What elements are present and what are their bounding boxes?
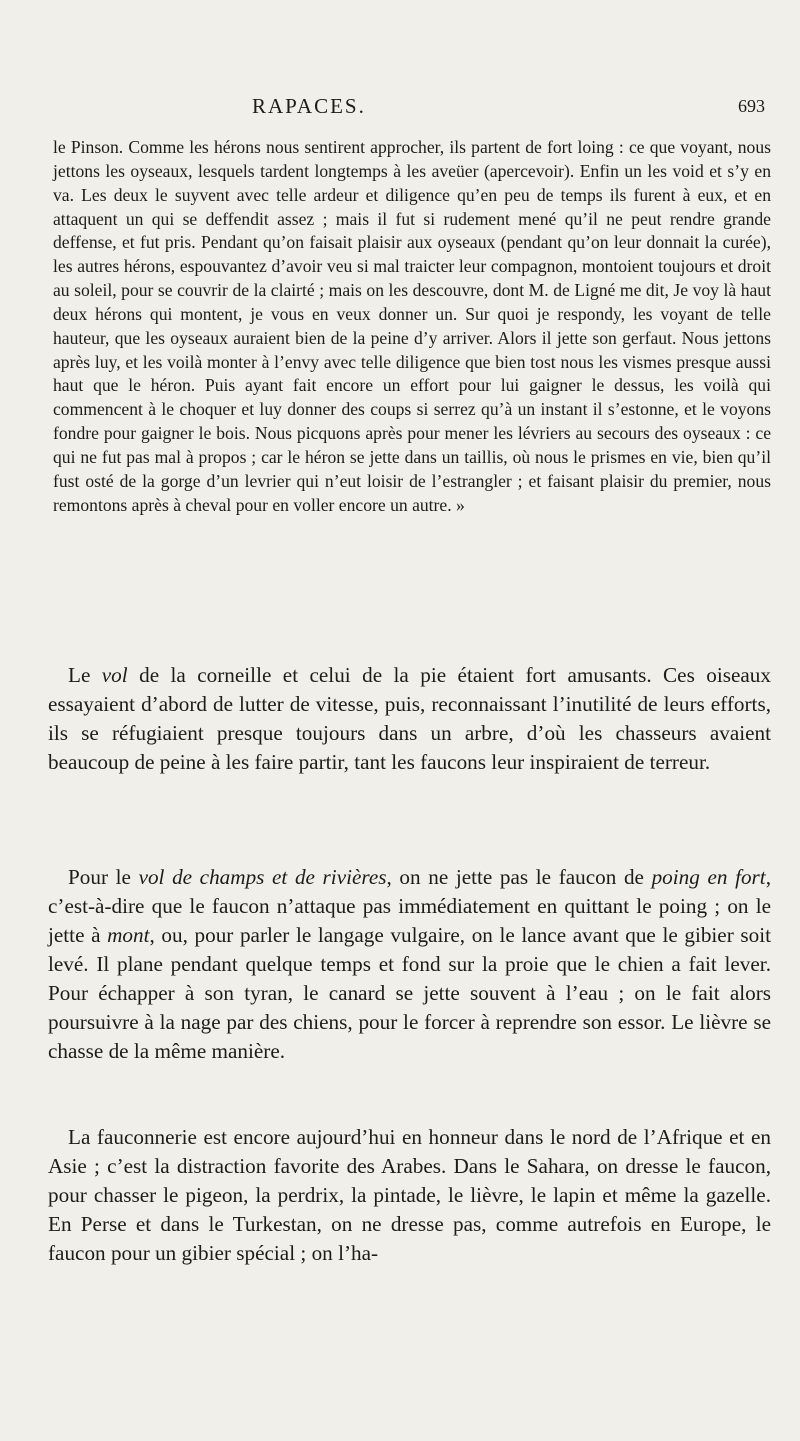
- text-run: , c’est-à-dire que le faucon n’attaque pas immédiatement en quittant le poing ; on le jette à: [48, 865, 771, 947]
- running-head: [0, 94, 800, 124]
- quoted-passage: le Pinson. Comme les hérons nous sentirent approcher, ils partent de fort loing : ce que voyant, nous jettons les oyseaux, lesquels tardent longtemps à les aveüer (apercevoir). Enfin un les void et s’y en va. Les deux le suyvent avec telle ardeur et diligence qu’en peu de temps ils furent à eux, et en attaquent un qui se deffendit assez ; mais il fut si rudement mené qu’il ne peut rendre grande deffense, et fut pris. Pendant qu’on faisait plaisir aux oyseaux (pendant qu’on leur donnait la curée), les autres hérons, espouvantez d’avoir veu si mal traicter leur compagnon, montoient toujours et droit au soleil, pour se couvrir de la clairté ; mais on les descouvre, dont M. de Ligné me dit, Je voy là haut deux hérons qui montent, je vous en veux donner un. Sur quoi je respondy, les voyant de telle hauteur, que les oyseaux auraient bien de la peine d’y arriver. Alors il jette son gerfaut. Nous jettons après luy, et les voilà monter à l’envy avec telle diligence que bien tost nous les vismes presque aussi haut que le héron. Puis ayant fait encore un effort pour lui gaigner le dessus, les voilà qui commencent à le choquer et luy donner des coups si serrez qu’à un instant il s’estonne, et le voyons fondre pour gaigner le bois. Nous picquons après pour mener les lévriers au secours des oyseaux : ce qui ne fut pas mal à propos ; car le héron se jette dans un taillis, où nous le prismes en vie, bien qu’il fust osté de la gorge d’un levrier qui n’eut loisir de l’estrangler ; et faisant plaisir du premier, nous remontons après à cheval pour en voller encore un autre. »: [53, 137, 771, 515]
- text-run: Pour le: [68, 865, 139, 889]
- paragraph-fauconnerie: La fauconnerie est encore aujourd’hui en honneur dans le nord de l’Afrique et en Asie ; c’est la distraction favorite des Arabes. Dans le Sahara, on dresse le faucon, pour chasser le pigeon, la perdrix, la pintade, le lièvre, le lapin et même la gazelle. En Perse et dans le Turkestan, on ne dresse pas, comme autrefois en Europe, le faucon pour un gibier spécial ; on l’ha-: [48, 1125, 771, 1265]
- italic-term: mont: [107, 923, 150, 947]
- text-run: de la corneille et celui de la pie étaient fort amusants. Ces oiseaux essayaient d’abord de lutter de vitesse, puis, reconnaissant l’inutilité de leurs efforts, ils se réfugiaient presque toujours dans un arbre, d’où les chasseurs avaient beaucoup de peine à les faire partir, tant les faucons leur inspiraient de terreur.: [48, 663, 771, 774]
- text-run: , on ne jette pas le faucon de: [386, 865, 652, 889]
- italic-term: vol: [101, 663, 128, 687]
- paragraph-vol-champs: [48, 863, 771, 1066]
- page-number: 693: [738, 96, 765, 116]
- text-run: Le: [68, 663, 102, 687]
- italic-term: vol de champs et de rivières: [138, 865, 387, 889]
- text-run: , ou, pour parler le langage vulgaire, on le lance avant que le gibier soit levé. Il plane pendant quelque temps et fond sur la proie que le chien a fait lever. Pour échapper à son tyran, le canard se jette souvent à l’eau ; on le fait alors poursuivre à la nage par des chiens, pour le forcer à reprendre son essor. Le lièvre se chasse de la même manière.: [48, 923, 771, 1063]
- italic-term: poing en fort: [651, 865, 766, 889]
- running-title: RAPACES.: [252, 94, 366, 118]
- paragraph-corneille: [48, 661, 771, 777]
